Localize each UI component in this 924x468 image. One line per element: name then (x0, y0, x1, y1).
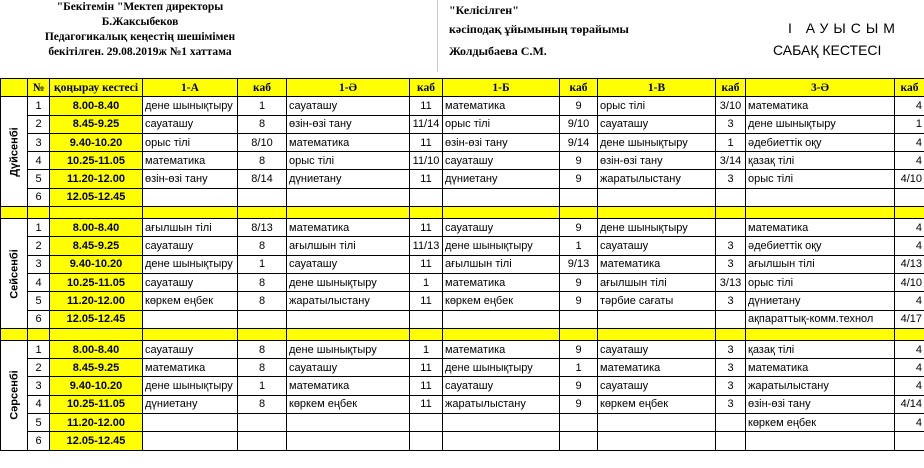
subject-cell: жаратылыстану (443, 395, 560, 413)
subject-cell: математика (287, 219, 410, 237)
room-cell: 4 (895, 219, 924, 237)
room-cell: 8 (238, 359, 287, 377)
subject-cell: математика (287, 133, 410, 151)
subject-cell: математика (143, 359, 238, 377)
separator-cell (50, 207, 143, 219)
bell-time: 10.25-11.05 (50, 273, 143, 291)
separator-cell (50, 328, 143, 340)
subject-cell: ағылшын тілі (143, 219, 238, 237)
room-cell: 8 (238, 152, 287, 170)
lesson-row (1, 359, 924, 377)
subject-cell: сауаташу (443, 152, 560, 170)
room-cell: 3 (716, 170, 746, 188)
subject-cell: сауаташу (598, 115, 716, 133)
subject-cell (443, 414, 560, 432)
bell-time: 8.45-9.25 (50, 237, 143, 255)
room-cell (716, 310, 746, 328)
column-header: 1-Б (443, 79, 560, 97)
union-chair-label: кәсіподақ ұйымының төрайымы (449, 22, 629, 36)
room-cell: 9 (560, 292, 598, 310)
room-cell: 4/10 (895, 170, 924, 188)
room-cell: 4 (895, 340, 924, 358)
bell-time: 10.25-11.05 (50, 152, 143, 170)
subject-cell: математика (443, 340, 560, 358)
room-cell: 3 (716, 292, 746, 310)
room-cell: 11 (410, 359, 443, 377)
subject-cell (143, 188, 238, 206)
subject-cell: дене шынықтыру (287, 340, 410, 358)
schedule-title: САБАҚ КЕСТЕСІ (773, 42, 882, 58)
subject-cell: дүниетану (746, 292, 895, 310)
bell-time: 11.20-12.00 (50, 414, 143, 432)
room-cell: 8 (238, 115, 287, 133)
subject-cell: ақпараттық-комм.технол (746, 310, 895, 328)
room-cell: 8 (238, 340, 287, 358)
column-header: 1-В (598, 79, 716, 97)
separator-cell (560, 207, 598, 219)
subject-cell (143, 414, 238, 432)
approval-line-1: "Бекітемін "Мектеп директоры (56, 1, 224, 13)
lesson-row (1, 310, 924, 328)
subject-cell: өзін-өзі тану (443, 133, 560, 151)
subject-cell (746, 432, 895, 450)
separator-cell (28, 328, 50, 340)
room-cell: 4 (895, 292, 924, 310)
subject-cell (443, 188, 560, 206)
column-header: 3-Ә (746, 79, 895, 97)
lesson-row (1, 292, 924, 310)
union-chair-name: Жолдыбаева С.М. (449, 44, 547, 58)
subject-cell: орыс тілі (143, 133, 238, 151)
subject-cell: дене шынықтыру (287, 273, 410, 291)
room-cell (238, 188, 287, 206)
subject-cell: өзін-өзі тану (287, 115, 410, 133)
room-cell (560, 414, 598, 432)
lesson-row (1, 219, 924, 237)
day-name: Сейсенбі (1, 219, 28, 329)
subject-cell: дүниетану (143, 395, 238, 413)
lesson-number: 1 (28, 97, 50, 115)
lesson-number: 2 (28, 115, 50, 133)
column-header: 1-Ә (287, 79, 410, 97)
bell-time: 8.00-8.40 (50, 219, 143, 237)
subject-cell: дене шынықтыру (746, 115, 895, 133)
room-cell (410, 188, 443, 206)
bell-time: 9.40-10.20 (50, 377, 143, 395)
subject-cell: әдебиеттік оқу (746, 237, 895, 255)
lesson-number: 1 (28, 340, 50, 358)
room-cell: 4 (895, 152, 924, 170)
room-cell: 9/14 (560, 133, 598, 151)
lesson-row (1, 377, 924, 395)
room-cell: 4 (895, 237, 924, 255)
subject-cell: өзін-өзі тану (598, 152, 716, 170)
separator-cell (1, 328, 28, 340)
room-cell (895, 188, 924, 206)
separator-cell (443, 328, 560, 340)
column-header: каб (560, 79, 598, 97)
room-cell: 3 (716, 377, 746, 395)
subject-cell: математика (443, 97, 560, 115)
subject-cell: көркем еңбек (746, 414, 895, 432)
room-cell (238, 310, 287, 328)
subject-cell: математика (746, 219, 895, 237)
column-header: каб (895, 79, 924, 97)
room-cell: 11 (410, 133, 443, 151)
subject-cell (598, 188, 716, 206)
separator-cell (28, 207, 50, 219)
room-cell: 11/13 (410, 237, 443, 255)
room-cell (560, 188, 598, 206)
subject-cell (287, 188, 410, 206)
subject-cell: дене шынықтыру (598, 219, 716, 237)
room-cell: 11 (410, 255, 443, 273)
column-header: қоңырау кестесі (50, 79, 143, 97)
bell-time: 8.00-8.40 (50, 97, 143, 115)
room-cell: 4/14 (895, 395, 924, 413)
lesson-number: 6 (28, 188, 50, 206)
subject-cell (598, 310, 716, 328)
subject-cell: көркем еңбек (287, 395, 410, 413)
room-cell (238, 414, 287, 432)
subject-cell (287, 432, 410, 450)
room-cell: 4 (895, 414, 924, 432)
separator-cell (410, 328, 443, 340)
room-cell: 8 (238, 292, 287, 310)
separator-cell (746, 207, 895, 219)
subject-cell: орыс тілі (443, 115, 560, 133)
bell-time: 8.45-9.25 (50, 359, 143, 377)
lesson-number: 6 (28, 310, 50, 328)
lesson-number: 5 (28, 414, 50, 432)
subject-cell: өзін-өзі тану (143, 170, 238, 188)
room-cell: 4/13 (895, 255, 924, 273)
room-cell: 1 (895, 115, 924, 133)
column-header: каб (238, 79, 287, 97)
room-cell: 8 (238, 395, 287, 413)
room-cell: 9 (560, 97, 598, 115)
subject-cell: ағылшын тілі (287, 237, 410, 255)
separator-cell (895, 328, 924, 340)
lesson-number: 1 (28, 219, 50, 237)
subject-cell: ағылшын тілі (443, 255, 560, 273)
separator-cell (238, 207, 287, 219)
room-cell: 4/17 (895, 310, 924, 328)
room-cell: 8 (238, 237, 287, 255)
room-cell: 11 (410, 395, 443, 413)
day-separator (1, 207, 924, 219)
subject-cell (598, 432, 716, 450)
room-cell: 4 (895, 133, 924, 151)
subject-cell: математика (746, 359, 895, 377)
bell-time: 12.05-12.45 (50, 310, 143, 328)
subject-cell: қазақ тілі (746, 340, 895, 358)
column-header-row (1, 79, 924, 97)
subject-cell (143, 310, 238, 328)
room-cell: 3 (716, 340, 746, 358)
separator-cell (410, 207, 443, 219)
room-cell: 11 (410, 170, 443, 188)
room-cell: 3 (716, 395, 746, 413)
separator-cell (287, 328, 410, 340)
lesson-number: 5 (28, 292, 50, 310)
lesson-row (1, 97, 924, 115)
lesson-row (1, 340, 924, 358)
subject-cell: математика (143, 152, 238, 170)
subject-cell: сауаташу (143, 273, 238, 291)
subject-cell: математика (443, 273, 560, 291)
column-header: № (28, 79, 50, 97)
room-cell: 8/14 (238, 170, 287, 188)
room-cell: 11 (410, 377, 443, 395)
subject-cell: сауаташу (287, 97, 410, 115)
room-cell: 3/14 (716, 152, 746, 170)
room-cell (560, 432, 598, 450)
subject-cell: орыс тілі (287, 152, 410, 170)
room-cell: 4 (895, 97, 924, 115)
bell-time: 10.25-11.05 (50, 395, 143, 413)
subject-cell: сауаташу (443, 219, 560, 237)
room-cell: 1 (560, 359, 598, 377)
subject-cell (287, 414, 410, 432)
room-cell (560, 310, 598, 328)
subject-cell: дүниетану (287, 170, 410, 188)
lesson-row (1, 115, 924, 133)
subject-cell: сауаташу (143, 115, 238, 133)
room-cell: 9 (560, 395, 598, 413)
subject-cell: әдебиеттік оқу (746, 133, 895, 151)
lesson-number: 3 (28, 255, 50, 273)
subject-cell: сауаташу (287, 255, 410, 273)
room-cell: 1 (716, 133, 746, 151)
room-cell: 1 (560, 237, 598, 255)
separator-cell (716, 328, 746, 340)
shift-label: І АУЫСЫМ (788, 20, 900, 36)
separator-cell (443, 207, 560, 219)
day-name: Сәрсенбі (1, 340, 28, 450)
room-cell: 4/10 (895, 273, 924, 291)
subject-cell: тәрбие сағаты (598, 292, 716, 310)
room-cell (716, 432, 746, 450)
room-cell: 3 (716, 237, 746, 255)
header-divider (437, 0, 438, 72)
subject-cell: сауаташу (143, 340, 238, 358)
room-cell: 4 (895, 359, 924, 377)
subject-cell: сауаташу (443, 377, 560, 395)
room-cell: 1 (238, 97, 287, 115)
lesson-number: 4 (28, 152, 50, 170)
subject-cell: дене шынықтыру (598, 133, 716, 151)
room-cell: 3/13 (716, 273, 746, 291)
subject-cell (443, 432, 560, 450)
room-cell: 3 (716, 359, 746, 377)
separator-cell (746, 328, 895, 340)
room-cell: 9 (560, 170, 598, 188)
subject-cell: сауаташу (598, 340, 716, 358)
room-cell (410, 310, 443, 328)
subject-cell: көркем еңбек (143, 292, 238, 310)
lesson-row (1, 237, 924, 255)
agreed-label: "Келісілген" (449, 3, 519, 17)
bell-time: 8.45-9.25 (50, 115, 143, 133)
room-cell: 3/10 (716, 97, 746, 115)
separator-cell (560, 328, 598, 340)
separator-cell (287, 207, 410, 219)
room-cell (895, 432, 924, 450)
lesson-number: 6 (28, 432, 50, 450)
subject-cell: сауаташу (598, 377, 716, 395)
lesson-number: 2 (28, 237, 50, 255)
lesson-number: 4 (28, 273, 50, 291)
room-cell: 9 (560, 152, 598, 170)
approval-block (0, 0, 280, 60)
lesson-row (1, 395, 924, 413)
column-header: каб (716, 79, 746, 97)
separator-cell (716, 207, 746, 219)
bell-time: 12.05-12.45 (50, 432, 143, 450)
subject-cell: көркем еңбек (443, 292, 560, 310)
schedule-body (1, 79, 924, 451)
approval-line-4: бекітілген. 29.08.2019ж №1 хаттама (48, 46, 232, 58)
bell-time: 11.20-12.00 (50, 170, 143, 188)
room-cell: 1 (238, 255, 287, 273)
room-cell: 9 (560, 377, 598, 395)
room-cell (410, 432, 443, 450)
subject-cell: жаратылыстану (746, 377, 895, 395)
lesson-row (1, 255, 924, 273)
room-cell: 11 (410, 292, 443, 310)
subject-cell: сауаташу (598, 237, 716, 255)
subject-cell (143, 432, 238, 450)
separator-cell (1, 207, 28, 219)
lesson-number: 3 (28, 133, 50, 151)
room-cell (410, 414, 443, 432)
separator-cell (598, 328, 716, 340)
subject-cell: математика (746, 97, 895, 115)
approval-line-2: Б.Жаксыбеков (101, 16, 179, 28)
subject-cell (287, 310, 410, 328)
room-cell: 1 (410, 340, 443, 358)
subject-cell: дене шынықтыру (143, 255, 238, 273)
subject-cell: сауаташу (143, 237, 238, 255)
room-cell: 11/14 (410, 115, 443, 133)
day-name: Дүйсенбі (1, 97, 28, 207)
separator-cell (895, 207, 924, 219)
subject-cell: ағылшын тілі (598, 273, 716, 291)
room-cell (716, 188, 746, 206)
room-cell: 9/10 (560, 115, 598, 133)
room-cell: 1 (410, 273, 443, 291)
lesson-row (1, 133, 924, 151)
bell-time: 9.40-10.20 (50, 255, 143, 273)
bell-time: 12.05-12.45 (50, 188, 143, 206)
lesson-number: 2 (28, 359, 50, 377)
subject-cell: математика (598, 359, 716, 377)
corner-cell (1, 79, 28, 97)
subject-cell: сауаташу (287, 359, 410, 377)
lesson-row (1, 273, 924, 291)
room-cell: 11/10 (410, 152, 443, 170)
lesson-row (1, 414, 924, 432)
subject-cell: математика (598, 255, 716, 273)
lesson-number: 4 (28, 395, 50, 413)
subject-cell: дүниетану (443, 170, 560, 188)
subject-cell: қазақ тілі (746, 152, 895, 170)
room-cell: 9 (560, 273, 598, 291)
lesson-row (1, 152, 924, 170)
subject-cell: орыс тілі (746, 170, 895, 188)
room-cell: 3 (716, 255, 746, 273)
subject-cell: дене шынықтыру (143, 377, 238, 395)
column-header: 1-А (143, 79, 238, 97)
separator-cell (598, 207, 716, 219)
subject-cell: орыс тілі (746, 273, 895, 291)
room-cell: 9 (560, 340, 598, 358)
schedule-table (0, 78, 924, 451)
room-cell (716, 414, 746, 432)
room-cell: 9/13 (560, 255, 598, 273)
room-cell: 11 (410, 97, 443, 115)
column-header: каб (410, 79, 443, 97)
room-cell: 11 (410, 219, 443, 237)
separator-cell (143, 328, 238, 340)
room-cell: 4 (895, 377, 924, 395)
room-cell: 1 (238, 377, 287, 395)
separator-cell (238, 328, 287, 340)
subject-cell: өзін-өзі тану (746, 395, 895, 413)
room-cell: 3 (716, 115, 746, 133)
subject-cell: жаратылыстану (598, 170, 716, 188)
room-cell (238, 432, 287, 450)
approval-line-3: Педагогикалық кеңестің шешімімен (44, 31, 236, 43)
subject-cell: математика (287, 377, 410, 395)
day-separator (1, 328, 924, 340)
subject-cell: ағылшын тілі (746, 255, 895, 273)
lesson-row (1, 188, 924, 206)
subject-cell: орыс тілі (598, 97, 716, 115)
room-cell: 8/10 (238, 133, 287, 151)
subject-cell: дене шынықтыру (443, 359, 560, 377)
subject-cell: жаратылыстану (287, 292, 410, 310)
subject-cell (598, 414, 716, 432)
lesson-number: 5 (28, 170, 50, 188)
room-cell: 8/13 (238, 219, 287, 237)
bell-time: 8.00-8.40 (50, 340, 143, 358)
room-cell: 9 (560, 219, 598, 237)
lesson-number: 3 (28, 377, 50, 395)
bell-time: 9.40-10.20 (50, 133, 143, 151)
subject-cell (443, 310, 560, 328)
subject-cell: дене шынықтыру (143, 97, 238, 115)
subject-cell: көркем еңбек (598, 395, 716, 413)
room-cell: 8 (238, 273, 287, 291)
lesson-row (1, 432, 924, 450)
lesson-row (1, 170, 924, 188)
subject-cell (746, 188, 895, 206)
separator-cell (143, 207, 238, 219)
bell-time: 11.20-12.00 (50, 292, 143, 310)
room-cell (716, 219, 746, 237)
subject-cell: дене шынықтыру (443, 237, 560, 255)
